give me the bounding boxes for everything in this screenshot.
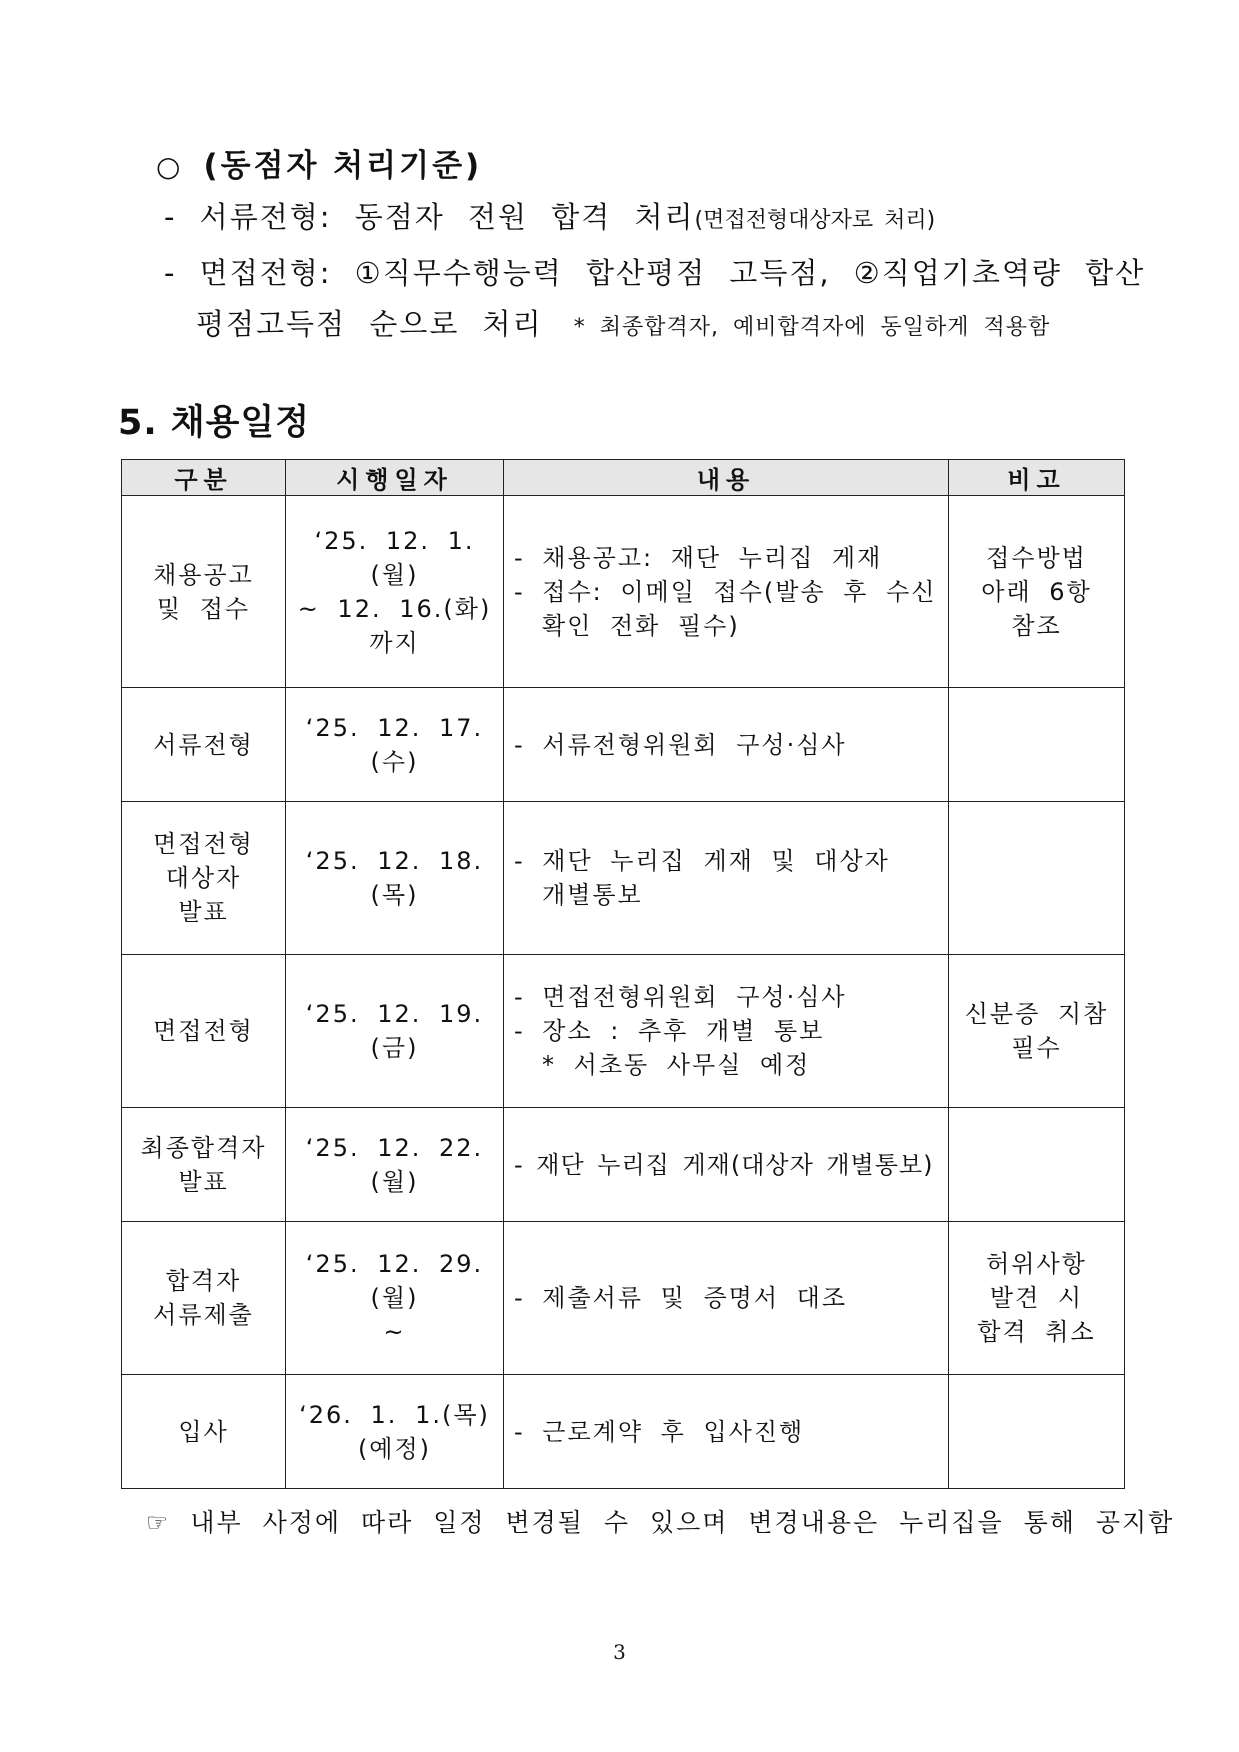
header-content: 내용: [504, 460, 949, 496]
table-header-row: [122, 460, 1125, 496]
row-date: ‘25. 12. 29.(월) ~: [286, 1222, 504, 1375]
interview-rule-line-1: - 면접전형: ①직무수행능력 합산평점 고득점, ②직업기초역량 합산: [164, 256, 1146, 290]
row-remark: [949, 802, 1125, 955]
row-category: 서류전형: [122, 688, 286, 802]
circle-bullet: ○: [156, 150, 184, 183]
row-content: - 서류전형위원회 구성·심사: [504, 688, 949, 802]
row-category: 채용공고 및 접수: [122, 496, 286, 688]
row-remark: 허위사항 발견 시 합격 취소: [949, 1222, 1125, 1375]
row-category: 면접전형: [122, 955, 286, 1108]
row-remark: 접수방법 아래 6항 참조: [949, 496, 1125, 688]
row-category: 합격자 서류제출: [122, 1222, 286, 1375]
header-remark: 비고: [949, 460, 1125, 496]
row-date: ‘25. 12. 22.(월): [286, 1108, 504, 1222]
row-date: ‘26. 1. 1.(목) (예정): [286, 1375, 504, 1489]
table-row: [122, 955, 1125, 1108]
table-row: [122, 1222, 1125, 1375]
row-remark: 신분증 지참 필수: [949, 955, 1125, 1108]
row-remark: [949, 1375, 1125, 1489]
row-category: 입사: [122, 1375, 286, 1489]
row-content: - 면접전형위원회 구성·심사 - 장소 : 추후 개별 통보 * 서초동 사무실 예정: [504, 955, 949, 1108]
table-row: [122, 1375, 1125, 1489]
table-row: [122, 688, 1125, 802]
header-date: 시행일자: [286, 460, 504, 496]
schedule-table: [121, 459, 1125, 1489]
row-content: - 근로계약 후 입사진행: [504, 1375, 949, 1489]
interview-rule-line-2: [196, 302, 1050, 343]
row-remark: [949, 688, 1125, 802]
row-content: - 제출서류 및 증명서 대조: [504, 1222, 949, 1375]
page-number: 3: [613, 1640, 626, 1664]
document-screening-rule: [164, 195, 935, 236]
document-rule-note: (면접전형대상자로 처리): [694, 208, 936, 233]
row-content: - 재단 누리집 게재 및 대상자 개별통보: [504, 802, 949, 955]
tie-rules-title: [156, 140, 482, 185]
row-date: ‘25. 12. 17.(수): [286, 688, 504, 802]
section-title: 5. 채용일정: [118, 403, 311, 443]
row-date: ‘25. 12. 1.(월) ~ 12. 16.(화) 까지: [286, 496, 504, 688]
row-content: - 재단 누리집 게재(대상자 개별통보): [504, 1108, 949, 1222]
row-remark: [949, 1108, 1125, 1222]
document-rule-text: - 서류전형: 동점자 전원 합격 처리: [164, 200, 695, 234]
table-row: [122, 802, 1125, 955]
header-category: 구분: [122, 460, 286, 496]
tie-rules-heading: (동점자 처리기준): [203, 148, 483, 184]
interview-rule-text: 평점고득점 순으로 처리: [196, 307, 543, 341]
row-date: ‘25. 12. 19.(금): [286, 955, 504, 1108]
row-category: 면접전형 대상자 발표: [122, 802, 286, 955]
schedule-change-note: ☞ 내부 사정에 따라 일정 변경될 수 있으며 변경내용은 누리집을 통해 공지함: [146, 1508, 1175, 1537]
row-category: 최종합격자 발표: [122, 1108, 286, 1222]
table-row: [122, 1108, 1125, 1222]
row-date: ‘25. 12. 18.(목): [286, 802, 504, 955]
interview-rule-note: * 최종합격자, 예비합격자에 동일하게 적용함: [573, 315, 1051, 340]
table-row: [122, 496, 1125, 688]
row-content: - 채용공고: 재단 누리집 게재 - 접수: 이메일 접수(발송 후 수신 확인 전화 필수): [504, 496, 949, 688]
